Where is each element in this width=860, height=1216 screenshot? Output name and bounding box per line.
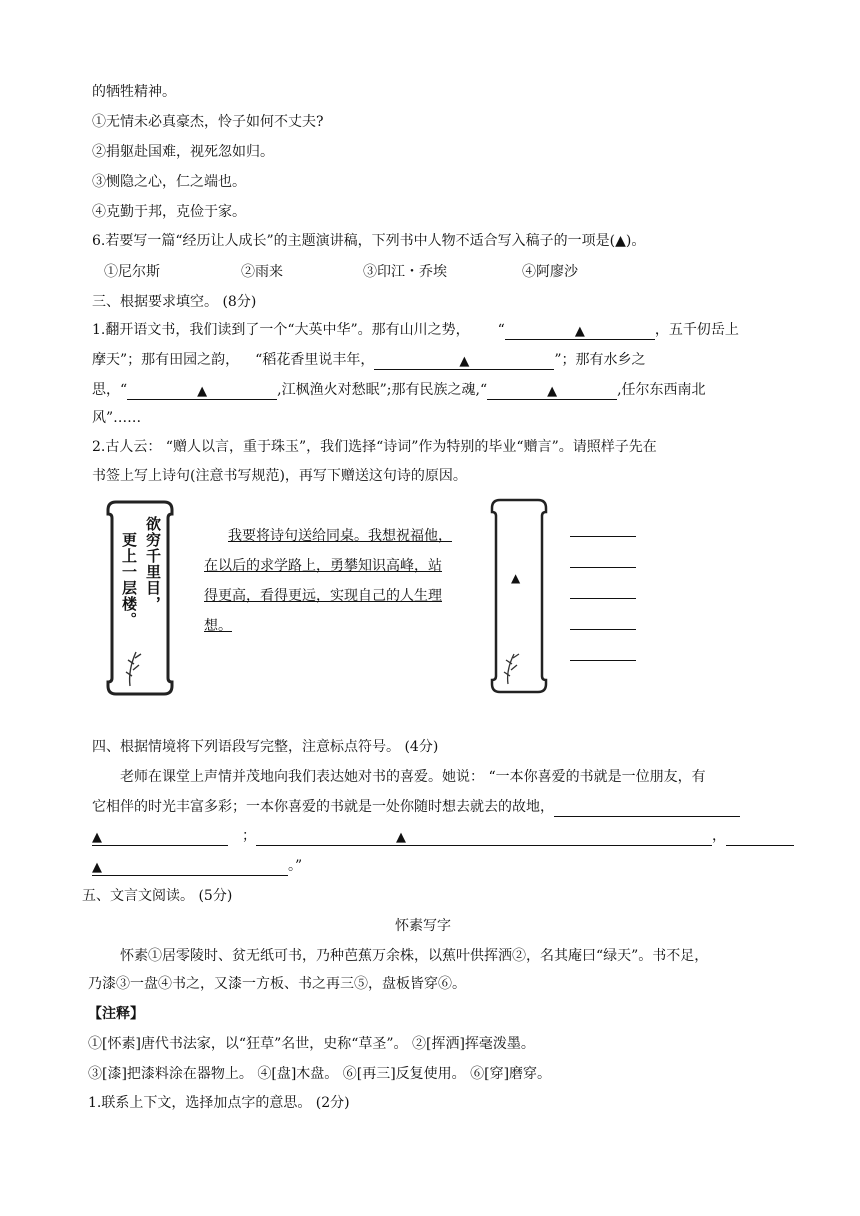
option-4: ④克勤于邦，克俭于家。 (92, 204, 246, 220)
q6-option-b: ②雨来 (241, 264, 283, 280)
blank-5a[interactable] (554, 798, 740, 817)
blank-5b[interactable]: ▲ (92, 827, 228, 846)
note-line-2: ③[漆]把漆料涂在器物上。 ④[盘]木盘。 ⑥[再三]反复使用。 ⑥[穿]磨穿。 (88, 1066, 552, 1082)
blank-6[interactable]: ▲ (256, 827, 712, 846)
blank-4[interactable]: ▲ (487, 381, 617, 400)
blank-1[interactable]: ▲ (505, 321, 655, 340)
note-line-1: ①[怀素]唐代书法家，以“狂草”名世，史称“草圣”。 ②[挥洒]挥毫泼墨。 (88, 1036, 535, 1052)
option-2: ②捐躯赴国难，视死忽如归。 (92, 144, 274, 160)
sample-line: 想。 (204, 618, 232, 634)
sample-line: 在以后的求学路上，勇攀知识高峰，站 (204, 558, 442, 574)
bookmark-poem-line-1: 欲穷千里目， (144, 516, 162, 612)
passage-line-1: 怀素①居零陵时、贫无纸可书，乃种芭蕉万余株，以蕉叶供挥洒②，名其庵曰“绿天”。书不足， (120, 948, 709, 964)
bookmark-sample-frame (100, 500, 180, 696)
q2-text: 2.古人云： “赠人以言，重于珠玉”，我们选择“诗词”作为特别的毕业“赠言”。请照样子先在 (92, 439, 657, 455)
option-1: ①无情未必真豪杰，怜子如何不丈夫? (92, 114, 324, 130)
text-line: 的牺牲精神。 (92, 84, 176, 100)
answer-line[interactable] (570, 660, 636, 661)
passage-line-2: 乃漆③一盘④书之，又漆一方板、书之再三⑤，盘板皆穿⑥。 (88, 976, 466, 992)
blank-7b[interactable]: ▲ (92, 857, 288, 876)
sample-line: 得更高，看得更远，实现自己的人生理 (204, 588, 442, 604)
q6-option-c: ③印江・乔埃 (363, 264, 447, 280)
bookmark-blank-frame[interactable] (484, 498, 554, 694)
q2-text-2: 书签上写上诗句(注意书写规范)，再写下赠送这句诗的原因。 (92, 468, 467, 484)
sec4-paragraph-1: 老师在课堂上声情并茂地向我们表达她对书的喜爱。她说： “一本你喜爱的书就是一位朋友，有 (120, 769, 706, 785)
section-5-heading: 五、文言文阅读。 (5分) (82, 888, 233, 904)
bookmark-poem-line-2: 更上一层楼。 (120, 532, 138, 628)
passage-title: 怀素写字 (395, 918, 451, 934)
notes-label: 【注释】 (88, 1006, 144, 1022)
bookmark-blank-mark: ▲ (511, 571, 521, 585)
answer-line[interactable] (570, 536, 636, 537)
blank-3[interactable]: ▲ (127, 381, 277, 400)
sec4-paragraph-2: 它相伴的时光丰富多彩；一本你喜爱的书就是一处你随时想去就去的故地， (92, 797, 740, 817)
blank-2[interactable]: ▲ (374, 351, 554, 370)
answer-line[interactable] (570, 567, 636, 568)
sec4-line-4: ▲ 。” (92, 858, 303, 875)
sample-line: 我要将诗句送给同桌。我想祝福他， (228, 528, 452, 544)
option-3: ③恻隐之心，仁之端也。 (92, 174, 246, 190)
q1-text-3: 思，“ ▲ ,江枫渔火对愁眠”;那有民族之魂,“ ▲ ,任尔东西南北 (92, 382, 706, 399)
sec4-line-3: ▲ ； ▲ ， (92, 826, 794, 846)
question-6: 6.若要写一篇“经历让人成长”的主题演讲稿，下列书中人物不适合写入稿子的一项是(▲)。 (92, 233, 646, 249)
q6-option-d: ④阿廖沙 (522, 264, 578, 280)
blank-7a[interactable] (726, 827, 794, 846)
answer-line[interactable] (570, 629, 636, 630)
q1-text-2: 摩天”；那有田园之韵， “稻花香里说丰年， ▲ ”；那有水乡之 (92, 352, 646, 369)
q6-option-a: ①尼尔斯 (104, 264, 160, 280)
section-4-heading: 四、根据情境将下列语段写完整，注意标点符号。 (4分) (92, 739, 439, 755)
sec5-question-1: 1.联系上下文，选择加点字的意思。 (2分) (88, 1095, 350, 1111)
answer-line[interactable] (570, 598, 636, 599)
section-3-heading: 三、根据要求填空。 (8分) (92, 294, 257, 310)
q1-text-4: 风”…… (92, 410, 142, 426)
q1-text: 1.翻开语文书，我们读到了一个“大英中华”。那有山川之势， “ ▲ ，五千仞岳上 (92, 322, 739, 339)
